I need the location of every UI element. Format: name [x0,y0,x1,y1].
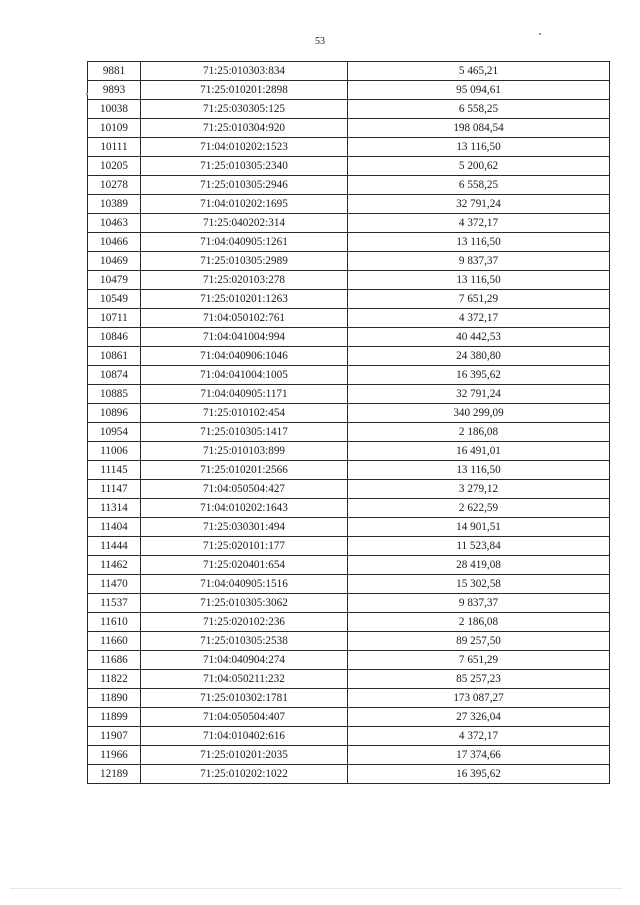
amount-cell: 13 116,50 [348,138,610,157]
amount-cell: 5 465,21 [348,62,610,81]
amount-cell: 27 326,04 [348,708,610,727]
table-row [88,233,610,252]
amount-cell: 4 372,17 [348,309,610,328]
table-row [88,385,610,404]
amount-cell: 89 257,50 [348,632,610,651]
table-row [88,537,610,556]
table-row [88,157,610,176]
cadastral-number-cell: 71:04:050504:407 [141,708,348,727]
row-number-cell: 11147 [88,480,141,499]
row-number-cell: 10861 [88,347,141,366]
cadastral-number-cell: 71:04:040905:1261 [141,233,348,252]
amount-cell: 173 087,27 [348,689,610,708]
amount-cell: 6 558,25 [348,176,610,195]
row-number-cell: 10466 [88,233,141,252]
amount-cell: 15 302,58 [348,575,610,594]
cadastral-number-cell: 71:04:050211:232 [141,670,348,689]
cadastral-number-cell: 71:25:010201:2035 [141,746,348,765]
cadastral-number-cell: 71:04:041004:994 [141,328,348,347]
table-row [88,746,610,765]
table-row [88,176,610,195]
amount-cell: 2 186,08 [348,613,610,632]
cadastral-number-cell: 71:04:050102:761 [141,309,348,328]
cadastral-number-cell: 71:25:020103:278 [141,271,348,290]
cadastral-number-cell: 71:04:010402:616 [141,727,348,746]
table-row [88,765,610,784]
row-number-cell: 10278 [88,176,141,195]
table-row [88,195,610,214]
amount-cell: 32 791,24 [348,385,610,404]
cadastral-number-cell: 71:25:030301:494 [141,518,348,537]
table-row [88,347,610,366]
cadastral-number-cell: 71:04:010202:1643 [141,499,348,518]
cadastral-number-cell: 71:25:010201:2566 [141,461,348,480]
amount-cell: 16 491,01 [348,442,610,461]
cadastral-number-cell: 71:25:010302:1781 [141,689,348,708]
table-row [88,613,610,632]
row-number-cell: 10205 [88,157,141,176]
cadastral-number-cell: 71:25:010201:2898 [141,81,348,100]
row-number-cell: 11890 [88,689,141,708]
row-number-cell: 10874 [88,366,141,385]
table-row [88,119,610,138]
row-number-cell: 10896 [88,404,141,423]
amount-cell: 40 442,53 [348,328,610,347]
amount-cell: 2 622,59 [348,499,610,518]
row-number-cell: 10479 [88,271,141,290]
records-table [87,61,610,784]
amount-cell: 95 094,61 [348,81,610,100]
amount-cell: 5 200,62 [348,157,610,176]
row-number-cell: 11404 [88,518,141,537]
amount-cell: 4 372,17 [348,214,610,233]
table-row [88,252,610,271]
cadastral-number-cell: 71:25:010304:920 [141,119,348,138]
amount-cell: 7 651,29 [348,651,610,670]
amount-cell: 13 116,50 [348,233,610,252]
row-number-cell: 10711 [88,309,141,328]
cadastral-number-cell: 71:25:010303:834 [141,62,348,81]
amount-cell: 7 651,29 [348,290,610,309]
cadastral-number-cell: 71:25:010305:2946 [141,176,348,195]
amount-cell: 32 791,24 [348,195,610,214]
table-row [88,727,610,746]
cadastral-number-cell: 71:04:010202:1523 [141,138,348,157]
table-row [88,461,610,480]
table-row [88,100,610,119]
cadastral-number-cell: 71:04:041004:1005 [141,366,348,385]
row-number-cell: 10954 [88,423,141,442]
row-number-cell: 11462 [88,556,141,575]
table-row [88,271,610,290]
page-number: 53 [315,36,325,47]
cadastral-number-cell: 71:25:010202:1022 [141,765,348,784]
cadastral-number-cell: 71:25:020101:177 [141,537,348,556]
amount-cell: 16 395,62 [348,366,610,385]
scan-mark [10,888,622,889]
cadastral-number-cell: 71:25:010305:3062 [141,594,348,613]
table-row [88,708,610,727]
row-number-cell: 11966 [88,746,141,765]
row-number-cell: 10109 [88,119,141,138]
table-row [88,366,610,385]
row-number-cell: 10549 [88,290,141,309]
scan-mark [539,33,541,35]
cadastral-number-cell: 71:25:010102:454 [141,404,348,423]
row-number-cell: 11660 [88,632,141,651]
cadastral-number-cell: 71:25:040202:314 [141,214,348,233]
table-row [88,442,610,461]
row-number-cell: 10111 [88,138,141,157]
row-number-cell: 11314 [88,499,141,518]
amount-cell: 16 395,62 [348,765,610,784]
amount-cell: 9 837,37 [348,594,610,613]
amount-cell: 13 116,50 [348,461,610,480]
cadastral-number-cell: 71:25:020102:236 [141,613,348,632]
amount-cell: 13 116,50 [348,271,610,290]
table-row [88,518,610,537]
cadastral-number-cell: 71:04:040906:1046 [141,347,348,366]
row-number-cell: 11686 [88,651,141,670]
row-number-cell: 10885 [88,385,141,404]
cadastral-number-cell: 71:25:010305:2538 [141,632,348,651]
table-row [88,214,610,233]
table-row [88,290,610,309]
cadastral-number-cell: 71:25:010103:899 [141,442,348,461]
row-number-cell: 12189 [88,765,141,784]
table-row [88,138,610,157]
row-number-cell: 9881 [88,62,141,81]
table-row [88,651,610,670]
cadastral-number-cell: 71:25:030305:125 [141,100,348,119]
row-number-cell: 11610 [88,613,141,632]
cadastral-number-cell: 71:04:040904:274 [141,651,348,670]
amount-cell: 11 523,84 [348,537,610,556]
amount-cell: 17 374,66 [348,746,610,765]
table-row [88,632,610,651]
table-row [88,309,610,328]
cadastral-number-cell: 71:25:010305:2340 [141,157,348,176]
amount-cell: 4 372,17 [348,727,610,746]
table-row [88,499,610,518]
row-number-cell: 11444 [88,537,141,556]
row-number-cell: 11145 [88,461,141,480]
row-number-cell: 11899 [88,708,141,727]
table-row [88,423,610,442]
cadastral-number-cell: 71:25:010201:1263 [141,290,348,309]
scan-mark [86,93,88,95]
cadastral-number-cell: 71:25:020401:654 [141,556,348,575]
row-number-cell: 11537 [88,594,141,613]
cadastral-number-cell: 71:04:040905:1171 [141,385,348,404]
row-number-cell: 11006 [88,442,141,461]
row-number-cell: 11822 [88,670,141,689]
amount-cell: 9 837,37 [348,252,610,271]
row-number-cell: 11470 [88,575,141,594]
table-row [88,575,610,594]
table-row [88,480,610,499]
amount-cell: 6 558,25 [348,100,610,119]
amount-cell: 198 084,54 [348,119,610,138]
amount-cell: 14 901,51 [348,518,610,537]
amount-cell: 3 279,12 [348,480,610,499]
row-number-cell: 10469 [88,252,141,271]
table-row [88,81,610,100]
table-body [88,62,610,784]
table-row [88,62,610,81]
table-row [88,328,610,347]
amount-cell: 28 419,08 [348,556,610,575]
cadastral-number-cell: 71:04:050504:427 [141,480,348,499]
amount-cell: 340 299,09 [348,404,610,423]
table-row [88,594,610,613]
amount-cell: 2 186,08 [348,423,610,442]
table-row [88,670,610,689]
row-number-cell: 10846 [88,328,141,347]
table-row [88,556,610,575]
row-number-cell: 10389 [88,195,141,214]
amount-cell: 24 380,80 [348,347,610,366]
cadastral-number-cell: 71:04:040905:1516 [141,575,348,594]
table-row [88,404,610,423]
row-number-cell: 9893 [88,81,141,100]
row-number-cell: 10463 [88,214,141,233]
cadastral-number-cell: 71:25:010305:2989 [141,252,348,271]
row-number-cell: 11907 [88,727,141,746]
cadastral-number-cell: 71:25:010305:1417 [141,423,348,442]
amount-cell: 85 257,23 [348,670,610,689]
row-number-cell: 10038 [88,100,141,119]
cadastral-number-cell: 71:04:010202:1695 [141,195,348,214]
table-row [88,689,610,708]
